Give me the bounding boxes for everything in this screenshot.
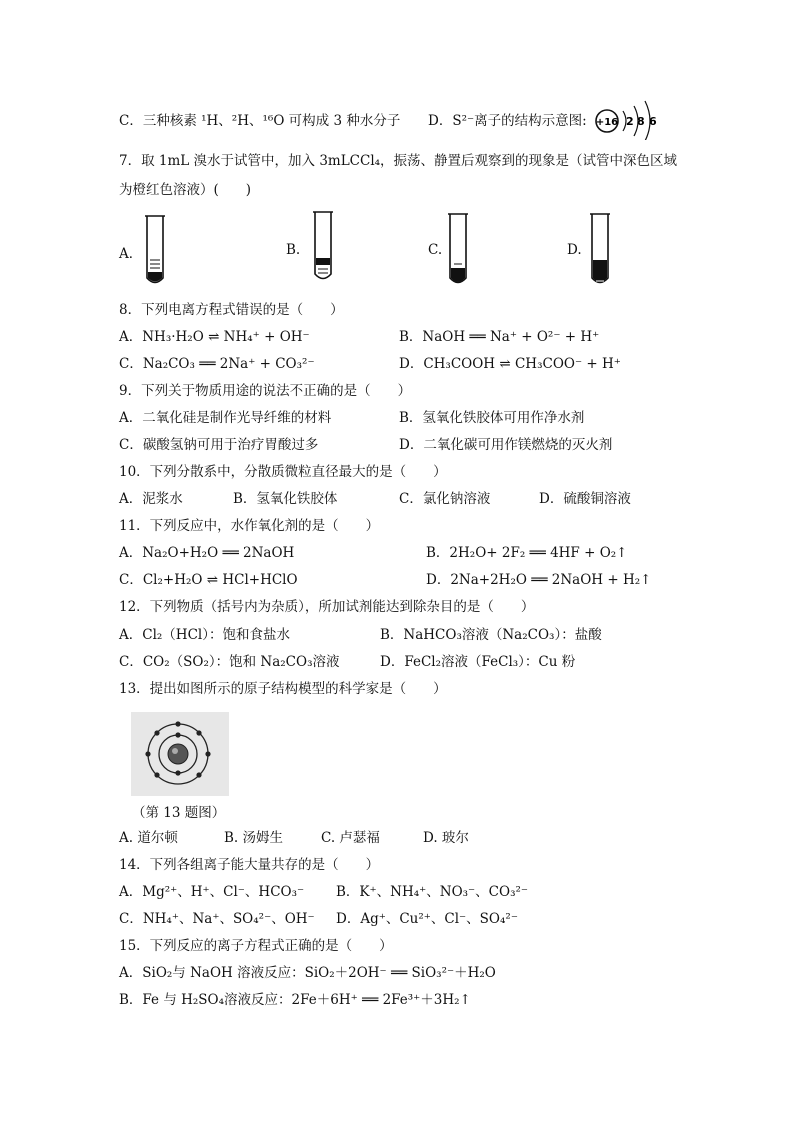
q15-option-b: B．Fe 与 H₂SO₄溶液反应：2Fe＋6H⁺ ══ 2Fe³⁺＋3H₂↑ — [119, 992, 471, 1008]
q12-option-c: C．CO₂（SO₂）：饱和 Na₂CO₃溶液 — [119, 654, 340, 670]
q11-option-b: B．2H₂O+ 2F₂ ══ 4HF + O₂↑ — [426, 545, 628, 561]
test-tube-b — [311, 210, 335, 286]
q13-stem: 13．提出如图所示的原子结构模型的科学家是（ ） — [119, 681, 447, 697]
q10-option-a: A．泥浆水 — [119, 491, 183, 507]
q8-option-d: D．CH₃COOH ⇌ CH₃COO⁻ + H⁺ — [399, 356, 621, 372]
q10-option-d: D．硫酸铜溶液 — [539, 491, 631, 507]
shell-2-count: 8 — [637, 115, 645, 128]
q7-label-a: A． — [119, 246, 143, 262]
q12-option-b: B．NaHCO₃溶液（Na₂CO₃）：盐酸 — [380, 627, 602, 643]
q10-stem: 10．下列分散系中，分散质微粒直径最大的是（ ） — [119, 464, 447, 480]
q8-option-c: C．Na₂CO₃ ══ 2Na⁺ + CO₃²⁻ — [119, 356, 315, 372]
shell-3-count: 6 — [649, 115, 657, 128]
q13-option-b: B. 汤姆生 — [224, 830, 284, 846]
q7-label-c: C. — [428, 242, 443, 258]
q8-option-a: A．NH₃·H₂O ⇌ NH₄⁺ + OH⁻ — [119, 329, 310, 345]
test-tube-a — [143, 214, 167, 290]
q12-option-d: D．FeCl₂溶液（FeCl₃）：Cu 粉 — [380, 654, 576, 670]
q9-option-c: C．碳酸氢钠可用于治疗胃酸过多 — [119, 437, 319, 453]
q12-stem: 12．下列物质（括号内为杂质），所加试剂能达到除杂目的是（ ） — [119, 599, 535, 615]
bohr-model-icon — [131, 712, 229, 796]
q13-option-c: C. 卢瑟福 — [321, 830, 380, 846]
q10-option-b: B．氢氧化铁胶体 — [233, 491, 338, 507]
q13-figure-caption: （第 13 题图） — [132, 805, 226, 821]
atom-model-figure — [131, 712, 229, 796]
test-tube-d — [588, 212, 612, 290]
q14-option-c: C．NH₄⁺、Na⁺、SO₄²⁻、OH⁻ — [119, 911, 315, 927]
q8-option-b: B．NaOH ══ Na⁺ + O²⁻ + H⁺ — [399, 329, 600, 345]
q6-option-d: D．S²⁻离子的结构示意图: — [428, 113, 587, 129]
q7-label-d: D. — [567, 242, 582, 258]
q9-stem: 9．下列关于物质用途的说法不正确的是（ ） — [119, 383, 412, 399]
q14-option-b: B．K⁺、NH₄⁺、NO₃⁻、CO₃²⁻ — [336, 884, 529, 900]
q7-stem-line2: 为橙红色溶液）( ) — [119, 182, 252, 198]
q7-stem-line1: 7．取 1mL 溴水于试管中，加入 3mLCCl₄，振荡、静置后观察到的现象是（试管中深色区域 — [119, 153, 678, 169]
test-tube-c — [446, 212, 470, 290]
q15-stem: 15．下列反应的离子方程式正确的是（ ） — [119, 938, 393, 954]
s2-ion-structure-diagram — [592, 98, 664, 140]
nucleus-charge: +16 — [595, 117, 619, 128]
q11-option-d: D．2Na+2H₂O ══ 2NaOH + H₂↑ — [426, 572, 652, 588]
q9-option-d: D．二氧化碳可用作镁燃烧的灭火剂 — [399, 437, 613, 453]
q11-option-c: C．Cl₂+H₂O ⇌ HCl+HClO — [119, 572, 298, 588]
q13-option-a: A. 道尔顿 — [119, 830, 178, 846]
q8-stem: 8．下列电离方程式错误的是（ ） — [119, 302, 344, 318]
q15-option-a: A．SiO₂与 NaOH 溶液反应：SiO₂＋2OH⁻ ══ SiO₃²⁻＋H₂O — [119, 965, 496, 981]
q12-option-a: A．Cl₂（HCl）：饱和食盐水 — [119, 627, 290, 643]
q7-label-b: B. — [286, 242, 301, 258]
shell-1-count: 2 — [626, 115, 634, 128]
q10-option-c: C．氯化钠溶液 — [399, 491, 491, 507]
q14-option-d: D．Ag⁺、Cu²⁺、Cl⁻、SO₄²⁻ — [336, 911, 518, 927]
q14-option-a: A．Mg²⁺、H⁺、Cl⁻、HCO₃⁻ — [119, 884, 305, 900]
q9-option-b: B．氢氧化铁胶体可用作净水剂 — [399, 410, 585, 426]
q13-option-d: D. 玻尔 — [423, 830, 469, 846]
q11-option-a: A．Na₂O+H₂O ══ 2NaOH — [119, 545, 295, 561]
q6-option-c: C．三种核素 ¹H、²H、¹⁶O 可构成 3 种水分子 — [119, 113, 401, 129]
q11-stem: 11．下列反应中，水作氧化剂的是（ ） — [119, 518, 380, 534]
q14-stem: 14．下列各组离子能大量共存的是（ ） — [119, 857, 380, 873]
q9-option-a: A．二氧化硅是制作光导纤维的材料 — [119, 410, 332, 426]
